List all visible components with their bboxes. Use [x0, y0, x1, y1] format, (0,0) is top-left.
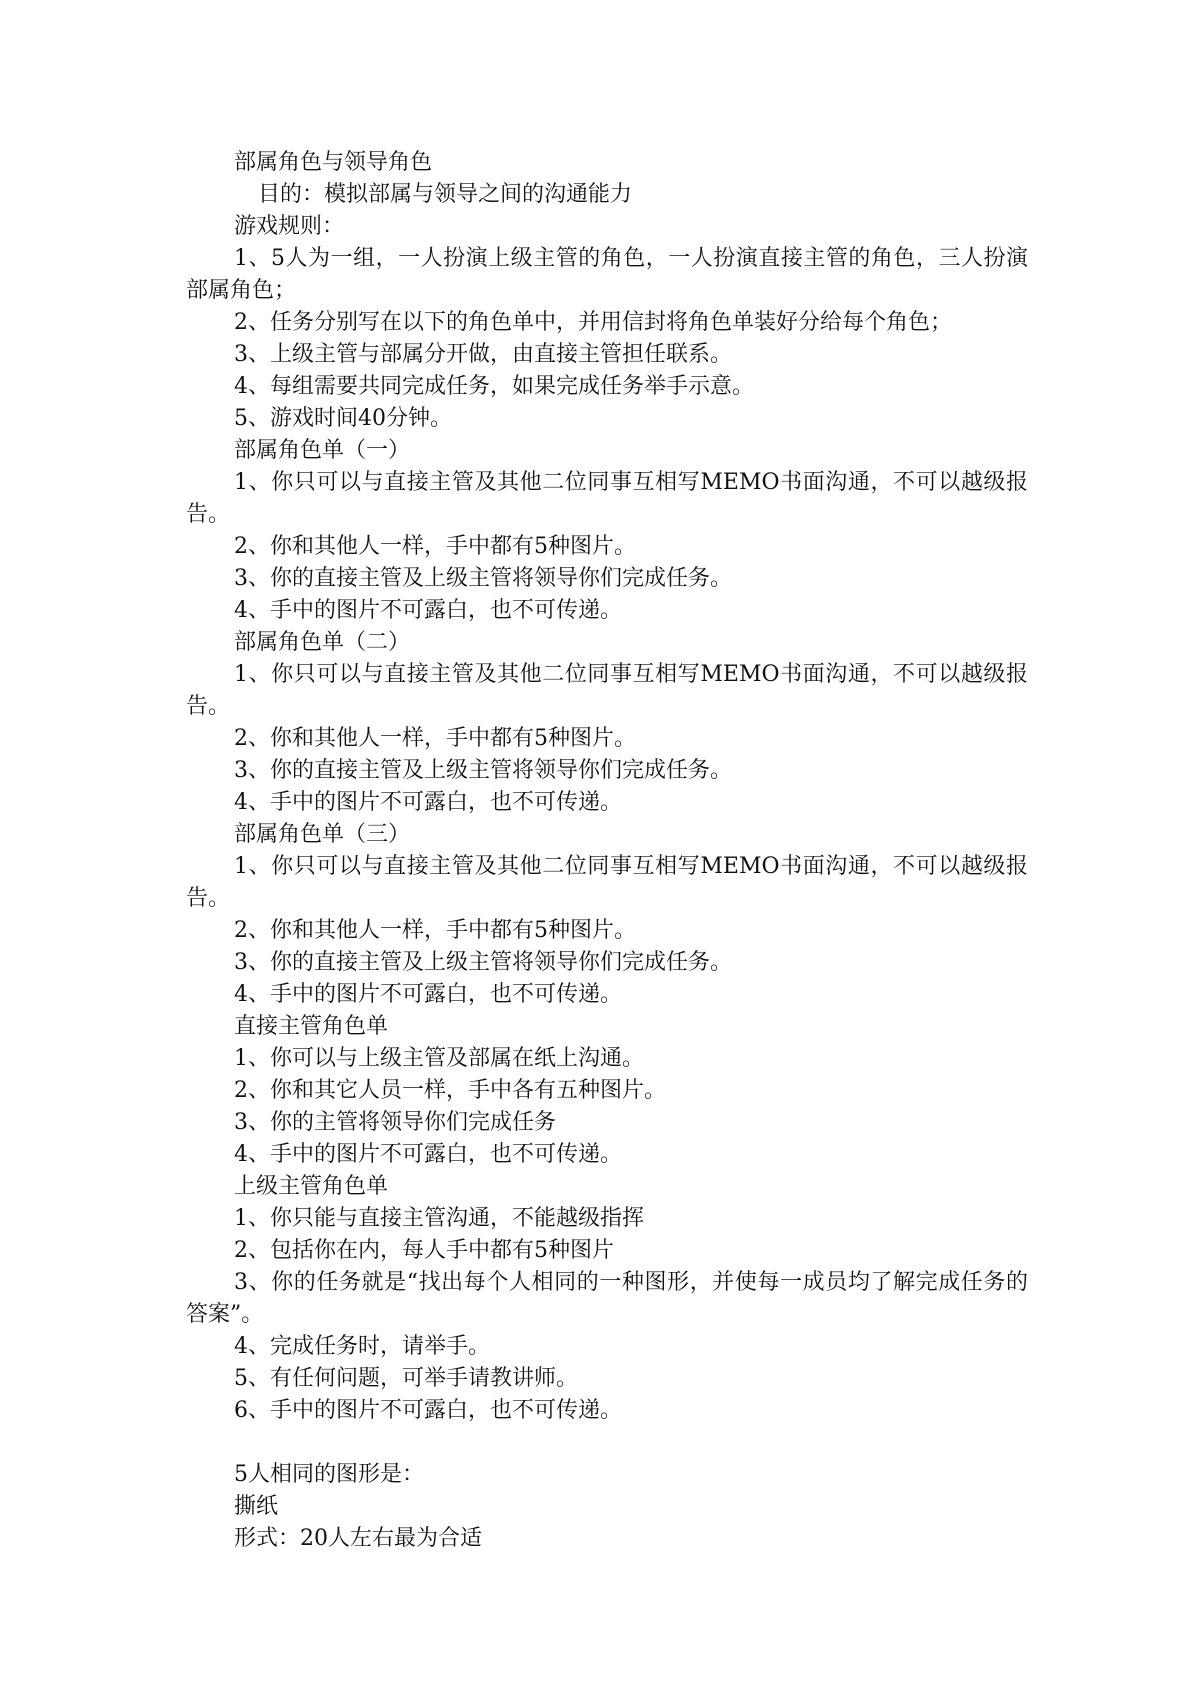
rule-item: 5、游戏时间40分钟。 — [234, 406, 452, 431]
form-line: 形式：20人左右最为合适 — [234, 1526, 482, 1551]
rule-item: 1、5人为一组，一人扮演上级主管的角色，一人扮演直接主管的角色，三人扮演部属角色； — [186, 246, 1028, 303]
subordinate-sheet-item: 2、你和其他人一样，手中都有5种图片。 — [234, 534, 636, 559]
subordinate-sheet-item: 3、你的直接主管及上级主管将领导你们完成任务。 — [234, 566, 732, 591]
subordinate-sheet-item: 4、手中的图片不可露白，也不可传递。 — [234, 598, 622, 623]
direct-supervisor-item: 4、手中的图片不可露白，也不可传递。 — [234, 1142, 622, 1167]
subordinate-sheet-item: 1、你只可以与直接主管及其他二位同事互相写MEMO书面沟通，不可以越级报告。 — [186, 854, 1028, 911]
subordinate-sheet-item: 1、你只可以与直接主管及其他二位同事互相写MEMO书面沟通，不可以越级报告。 — [186, 662, 1028, 719]
direct-supervisor-item: 1、你可以与上级主管及部属在纸上沟通。 — [234, 1046, 644, 1071]
subordinate-sheet-title: 部属角色单（二） — [234, 630, 411, 655]
rule-item: 3、上级主管与部属分开做，由直接主管担任联系。 — [234, 342, 732, 367]
paragraph-gap — [186, 1427, 1028, 1459]
purpose-line: 目的：模拟部属与领导之间的沟通能力 — [258, 182, 633, 207]
direct-supervisor-item: 2、你和其它人员一样，手中各有五种图片。 — [234, 1078, 666, 1103]
subordinate-sheet-item: 3、你的直接主管及上级主管将领导你们完成任务。 — [234, 758, 732, 783]
senior-supervisor-item: 2、包括你在内，每人手中都有5种图片 — [234, 1238, 614, 1263]
next-game-title: 撕纸 — [234, 1494, 279, 1519]
document-heading: 部属角色与领导角色 — [234, 150, 433, 175]
subordinate-sheet-item: 4、手中的图片不可露白，也不可传递。 — [234, 790, 622, 815]
senior-supervisor-item: 4、完成任务时，请举手。 — [234, 1334, 490, 1359]
rules-title: 游戏规则： — [234, 214, 345, 239]
direct-supervisor-title: 直接主管角色单 — [234, 1014, 389, 1039]
subordinate-sheet-title: 部属角色单（一） — [234, 438, 411, 463]
document-body — [186, 147, 1028, 1555]
senior-supervisor-item: 5、有任何问题，可举手请教讲师。 — [234, 1366, 578, 1391]
subordinate-sheet-item: 4、手中的图片不可露白，也不可传递。 — [234, 982, 622, 1007]
senior-supervisor-item: 1、你只能与直接主管沟通，不能越级指挥 — [234, 1206, 644, 1231]
direct-supervisor-item: 3、你的主管将领导你们完成任务 — [234, 1110, 556, 1135]
subordinate-sheet-item: 3、你的直接主管及上级主管将领导你们完成任务。 — [234, 950, 732, 975]
rule-item: 2、任务分别写在以下的角色单中，并用信封将角色单装好分给每个角色； — [234, 310, 952, 335]
answer-label: 5人相同的图形是： — [234, 1462, 424, 1487]
subordinate-sheet-title: 部属角色单（三） — [234, 822, 411, 847]
rule-item: 4、每组需要共同完成任务，如果完成任务举手示意。 — [234, 374, 754, 399]
subordinate-sheet-item: 2、你和其他人一样，手中都有5种图片。 — [234, 918, 636, 943]
senior-supervisor-item: 6、手中的图片不可露白，也不可传递。 — [234, 1398, 622, 1423]
subordinate-sheet-item: 2、你和其他人一样，手中都有5种图片。 — [234, 726, 636, 751]
subordinate-sheet-item: 1、你只可以与直接主管及其他二位同事互相写MEMO书面沟通，不可以越级报告。 — [186, 470, 1028, 527]
senior-supervisor-item: 3、你的任务就是“找出每个人相同的一种图形，并使每一成员均了解完成任务的答案”。 — [186, 1270, 1028, 1327]
senior-supervisor-title: 上级主管角色单 — [234, 1174, 389, 1199]
